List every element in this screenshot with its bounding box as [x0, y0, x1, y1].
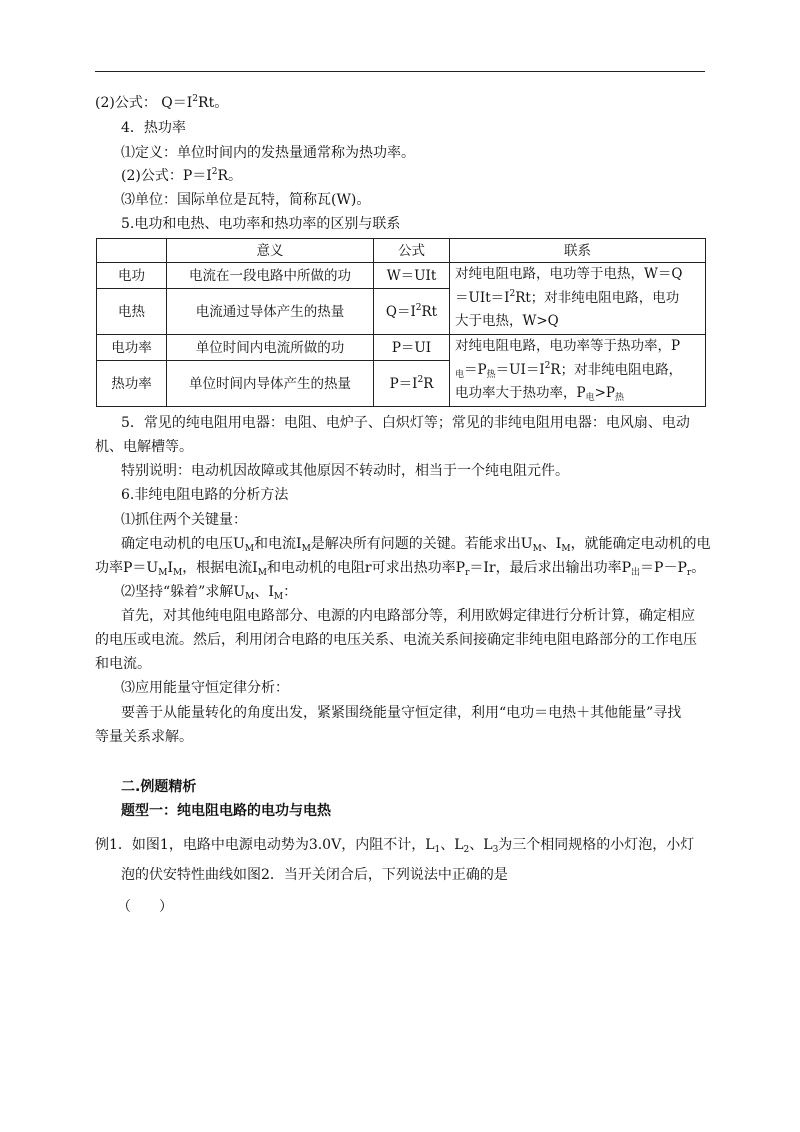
row-name: 热功率 [97, 361, 167, 407]
relation-power-cell [450, 335, 706, 407]
table-row [97, 335, 706, 361]
relation-line: $_电=P_热=UI=I^2R$；对非纯电阻电路， [455, 360, 683, 380]
section-title: 二.例题精析 [121, 779, 197, 795]
row-formula: W＝UIt [374, 263, 450, 289]
relation-line: 电功率大于热功率，$P_电>P_热$ [455, 385, 625, 404]
example-1-line-1: 例1．如图1，电路中电源电动势为3.0V，内阻不计，$L_1$、$L_2$、$L_3$为三个相同规格的小灯泡，小灯 [95, 837, 695, 855]
method-heading: 6.非纯电阻电路的分析方法 [121, 487, 289, 503]
stick-line-3: 和电流。 [95, 656, 151, 672]
special-note: 特别说明：电动机因故障或其他原因不转动时，相当于一个纯电阻元件。 [121, 463, 569, 479]
grasp-heading: ⑴抓住两个关键量： [121, 512, 247, 528]
table-header-cell: 意义 [167, 239, 374, 263]
compare-heading: 5.电功和电热、电功率和热功率的区别与联系 [121, 216, 401, 232]
row-name: 电功率 [97, 335, 167, 361]
relation-work-cell [450, 263, 706, 335]
stick-line-2: 的电压或电流。然后，利用闭合电路的电压关系、电流关系间接确定非纯电阻电路部分的工作电压 [95, 632, 697, 648]
appliances-line-1: 5．常见的纯电阻用电器：电阻、电炉子、白炽灯等；常见的非纯电阻用电器：电风扇、电动 [121, 415, 690, 431]
row-name: 电热 [97, 289, 167, 335]
example-1-line-2: 泡的伏安特性曲线如图2．当开关闭合后，下列说法中正确的是 [121, 867, 508, 883]
table-header-cell [97, 239, 167, 263]
energy-line-1: 要善于从能量转化的角度出发，紧紧围绕能量守恒定律，利用“电功＝电热＋其他能量”寻找 [121, 705, 682, 721]
relation-line: 对纯电阻电路，电功率等于热功率，P [455, 338, 681, 355]
comparison-table [96, 238, 706, 407]
type-title: 题型一：纯电阻电路的电功与电热 [121, 803, 331, 819]
stick-line-1: 首先，对其他纯电阻电路部分、电源的内电路部分等，利用欧姆定律进行分析计算，确定相应 [121, 608, 695, 624]
formula-q-line: (2)公式： $Q=I^2Rt$。 [95, 94, 229, 111]
energy-heading: ⑶应用能量守恒定律分析： [121, 680, 289, 696]
row-meaning: 电流在一段电路中所做的功 [167, 263, 374, 289]
table-header-cell: 公式 [374, 239, 450, 263]
header-rule [95, 71, 705, 72]
table-row [97, 263, 706, 289]
relation-line: $=UIt=I^2Rt$；对非纯电阻电路，电功 [455, 288, 680, 306]
row-meaning: 单位时间内导体产生的热量 [167, 361, 374, 407]
relation-line: 对纯电阻电路，电功等于电热，W＝Q [455, 266, 683, 283]
row-formula: $Q=I^2Rt$ [374, 289, 450, 335]
appliances-line-2: 机、电解槽等。 [95, 439, 193, 455]
grasp-line-2: 功率$P=U_MI_M$，根据电流$I_M$和电动机的电阻r可求出热功率$P_r=Ir$，最后求出输出功率$P_出=P-P_r$。 [95, 560, 706, 578]
row-formula: P＝UI [374, 335, 450, 361]
stick-heading: ⑵坚持“躲着”求解$U_M$、$I_M$： [121, 584, 298, 602]
row-meaning: 单位时间内电流所做的功 [167, 335, 374, 361]
table-header-row [97, 239, 706, 263]
answer-bracket: （ ） [117, 899, 173, 915]
heat-power-heading: 4．热功率 [121, 120, 186, 136]
heat-power-unit: ⑶单位：国际单位是瓦特，简称瓦(W)。 [121, 192, 371, 208]
table-header-cell: 联系 [450, 239, 706, 263]
energy-line-2: 等量关系求解。 [95, 729, 193, 745]
row-formula: $P=I^2R$ [374, 361, 450, 407]
heat-power-definition: ⑴定义：单位时间内的发热量通常称为热功率。 [121, 145, 415, 161]
row-name: 电功 [97, 263, 167, 289]
relation-line: 大于电热，W>Q [455, 313, 559, 330]
heat-power-formula: (2)公式：$P=I^2R$。 [121, 167, 243, 184]
grasp-line-1: 确定电动机的电压$U_M$和电流$I_M$是解决所有问题的关键。若能求出$U_M$、$I_M$，就能确定电动机的电 [121, 536, 711, 554]
row-meaning: 电流通过导体产生的热量 [167, 289, 374, 335]
